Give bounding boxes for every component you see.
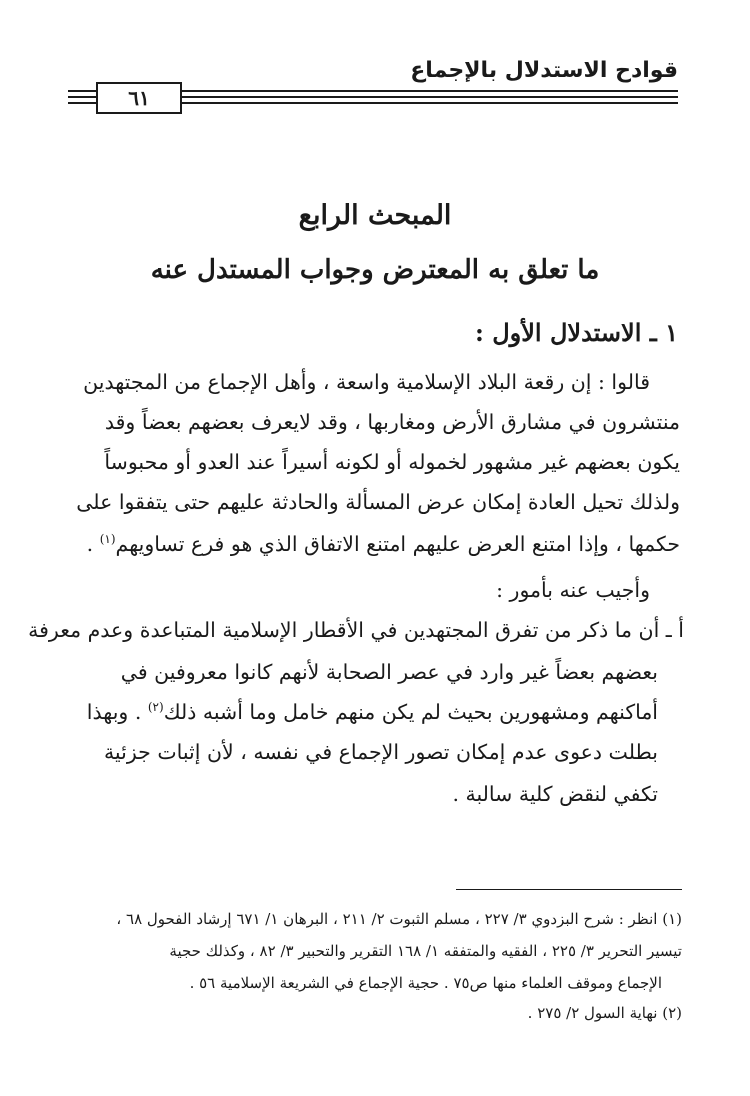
footnote-line: (١) انظر : شرح البزدوي ٣/ ٢٢٧ ، مسلم الثبوت ٢/ ٢١١ ، البرهان ١/ ٦٧١ إرشاد الفحول ٦٨ ،	[116, 910, 682, 928]
chapter-title: المبحث الرابع	[298, 200, 452, 231]
text-span: .	[86, 532, 100, 556]
page-number-box	[96, 82, 182, 114]
text-line: بعضهم بعضاً غير وارد في عصر الصحابة لأنهم كانوا معروفين في	[120, 660, 658, 684]
text-line: منتشرون في مشارق الأرض ومغاربها ، وقد لايعرف بعضهم بعضاً وقد	[104, 410, 680, 434]
section-heading: ١ ـ الاستدلال الأول :	[474, 318, 678, 347]
footnote-ref: (٢)	[147, 700, 164, 715]
footnote-line: (٢) نهاية السول ٢/ ٢٧٥ .	[527, 1004, 682, 1022]
footnote-line: الإجماع وموقف العلماء منها ص٧٥ . حجية الإجماع في الشريعة الإسلامية ٥٦ .	[189, 974, 662, 992]
page-number: ٦١	[128, 86, 150, 110]
text-span: حكمها ، وإذا امتنع العرض عليهم امتنع الاتفاق الذي هو فرع تساويهم	[115, 532, 680, 556]
text-line: أ ـ أن ما ذكر من تفرق المجتهدين في الأقطار الإسلامية المتباعدة وعدم معرفة	[28, 618, 684, 642]
text-line: يكون بعضهم غير مشهور لخموله أو لكونه أسيراً عند العدو أو محبوساً	[104, 450, 680, 474]
chapter-subtitle: ما تعلق به المعترض وجواب المستدل عنه	[150, 255, 600, 285]
text-line: تكفي لنقض كلية سالبة .	[452, 782, 658, 806]
answer-intro: وأجيب عنه بأمور :	[496, 578, 650, 602]
text-line: بطلت دعوى عدم إمكان تصور الإجماع في نفسه ، لأن إثبات جزئية	[103, 740, 658, 764]
page-header	[68, 58, 678, 108]
footnote-line: تيسير التحرير ٣/ ٢٢٥ ، الفقيه والمتفقه ١/ ١٦٨ التقرير والتحبير ٣/ ٨٢ ، وكذلك حجية	[169, 942, 682, 960]
footnote-separator	[456, 889, 682, 890]
text-line: ولذلك تحيل العادة إمكان عرض المسألة والحادثة عليهم حتى يتفقوا على	[76, 490, 680, 514]
text-line: قالوا : إن رقعة البلاد الإسلامية واسعة ، وأهل الإجماع من المجتهدين	[83, 370, 650, 394]
running-title: قوادح الاستدلال بالإجماع	[410, 58, 678, 83]
text-line-with-footnote	[87, 700, 658, 724]
text-span: أماكنهم ومشهورين بحيث لم يكن منهم خامل وما أشبه ذلك	[163, 700, 658, 724]
footnote-ref: (١)	[99, 532, 116, 547]
text-line-with-footnote	[87, 532, 680, 556]
text-span: . وبهذا	[86, 700, 148, 724]
